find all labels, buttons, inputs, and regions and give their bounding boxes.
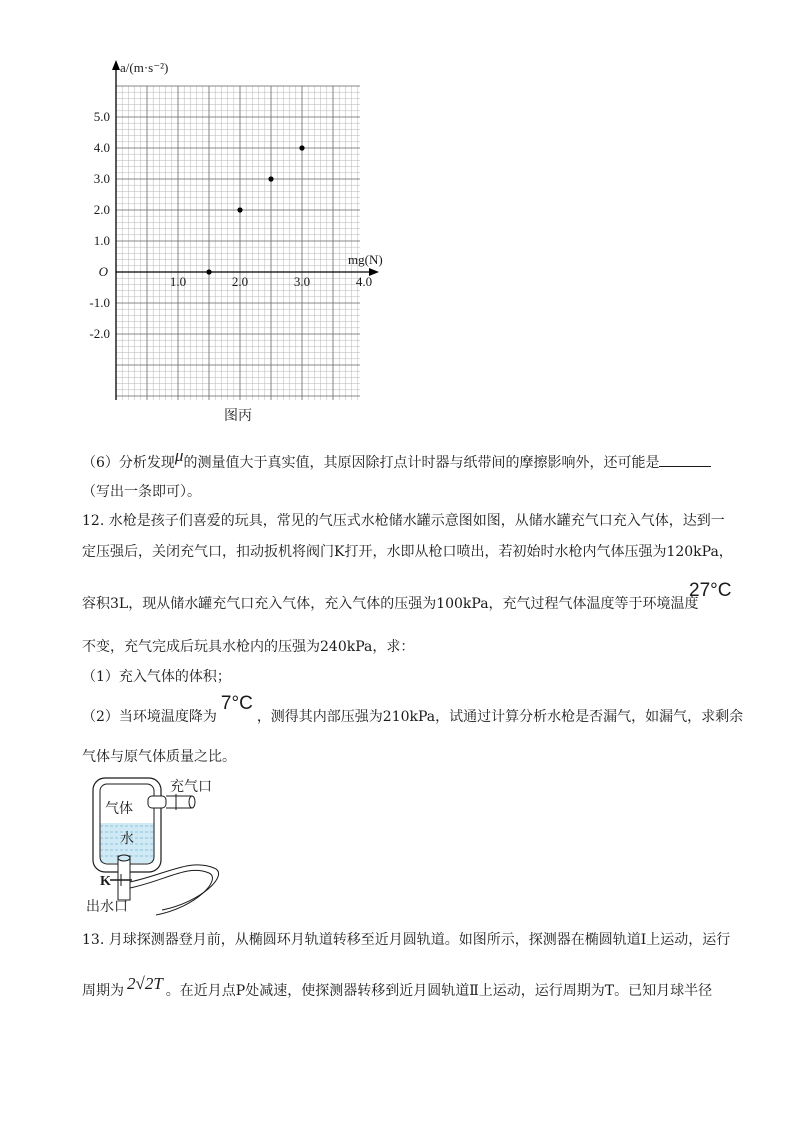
- q13-line-2-prefix: 周期为: [82, 983, 124, 999]
- y-tick-label: 3.0: [93, 171, 110, 186]
- y-tick-label: 4.0: [93, 140, 110, 155]
- q12-sub-2: [82, 693, 744, 727]
- x-axis-label: mg(N): [348, 252, 383, 267]
- q12-line-1: 12. 水枪是孩子们喜爱的玩具，常见的气压式水枪储水罐示意图如图，从储水罐充气口充入气体，达到一: [82, 513, 725, 529]
- y-tick-label: -2.0: [89, 326, 110, 341]
- inlet-label: 充气口: [170, 779, 212, 795]
- q12-sub-2-text: ，测得其内部压强为210kPa，试通过计算分析水枪是否漏气，如漏气，求剩余: [256, 709, 744, 725]
- period-expression: 2√2T: [127, 974, 163, 993]
- x-tick-label: 3.0: [293, 274, 311, 289]
- x-tick-label: 4.0: [355, 274, 373, 289]
- q13-line-2: [82, 974, 713, 1001]
- y-tick-label: 2.0: [93, 202, 110, 217]
- water-label: 水: [120, 831, 134, 847]
- outlet-label: 出水口: [86, 899, 128, 915]
- water-tank-figure: [82, 770, 242, 920]
- data-point: [206, 269, 211, 274]
- q12-sub-2-line-2: 气体与原气体质量之比。: [82, 749, 236, 765]
- chart-caption: 图丙: [224, 409, 252, 424]
- y-axis-label: a/(m·s⁻²): [120, 60, 169, 75]
- q12-line-3-text: 容积3L，现从储水罐充气口充入气体，充入气体的压强为100kPa，充气过程气体温度等于环境温度: [82, 596, 699, 612]
- y-axis-arrow: [112, 60, 120, 70]
- scatter-chart: [60, 50, 390, 430]
- outlet-pipe: [118, 856, 130, 900]
- mu-symbol: μ: [174, 446, 184, 465]
- y-tick-label: 1.0: [93, 233, 110, 248]
- x-tick-label: 2.0: [231, 274, 249, 289]
- gas-label: 气体: [105, 801, 133, 817]
- q6-line-1: [82, 446, 711, 473]
- y-tick-label: -1.0: [89, 295, 110, 310]
- inlet-pipe: [148, 796, 166, 808]
- origin-label: O: [98, 264, 108, 279]
- q6-prefix: （6）分析发现: [82, 455, 175, 471]
- q13-line-2-text: 。在近月点P处减速，使探测器转移到近月圆轨道Ⅱ上运动，运行周期为T。已知月球半径: [165, 983, 713, 999]
- valve-label: K: [100, 874, 111, 889]
- q12-line-4: 不变，充气完成后玩具水枪内的压强为240kPa，求：: [82, 639, 415, 655]
- q12-sub-2-prefix: （2）当环境温度降为: [82, 709, 217, 725]
- q6-text: 的测量值大于真实值，其原因除打点计时器与纸带间的摩擦影响外，还可能是: [183, 455, 660, 471]
- q6-line-2: （写出一条即可）。: [82, 484, 201, 500]
- q12-sub-1: （1）充入气体的体积；: [82, 669, 231, 685]
- data-point: [237, 207, 242, 212]
- y-tick-label: 5.0: [93, 109, 110, 124]
- x-tick-label: 1.0: [169, 274, 187, 289]
- data-point: [299, 145, 304, 150]
- temperature-7c: 7°C: [220, 693, 253, 714]
- data-point: [268, 176, 273, 181]
- answer-blank: [659, 454, 711, 467]
- temperature-27c: 27°C: [689, 580, 732, 601]
- q12-line-2: 定压强后，关闭充气口，扣动扳机将阀门K打开，水即从枪口喷出，若初始时水枪内气体压强为120kPa，: [82, 544, 733, 560]
- q12-line-3: [82, 594, 699, 614]
- q13-line-1: 13. 月球探测器登月前，从椭圆环月轨道转移至近月圆轨道。如图所示，探测器在椭圆轨道Ⅰ上运动，运行: [82, 932, 731, 948]
